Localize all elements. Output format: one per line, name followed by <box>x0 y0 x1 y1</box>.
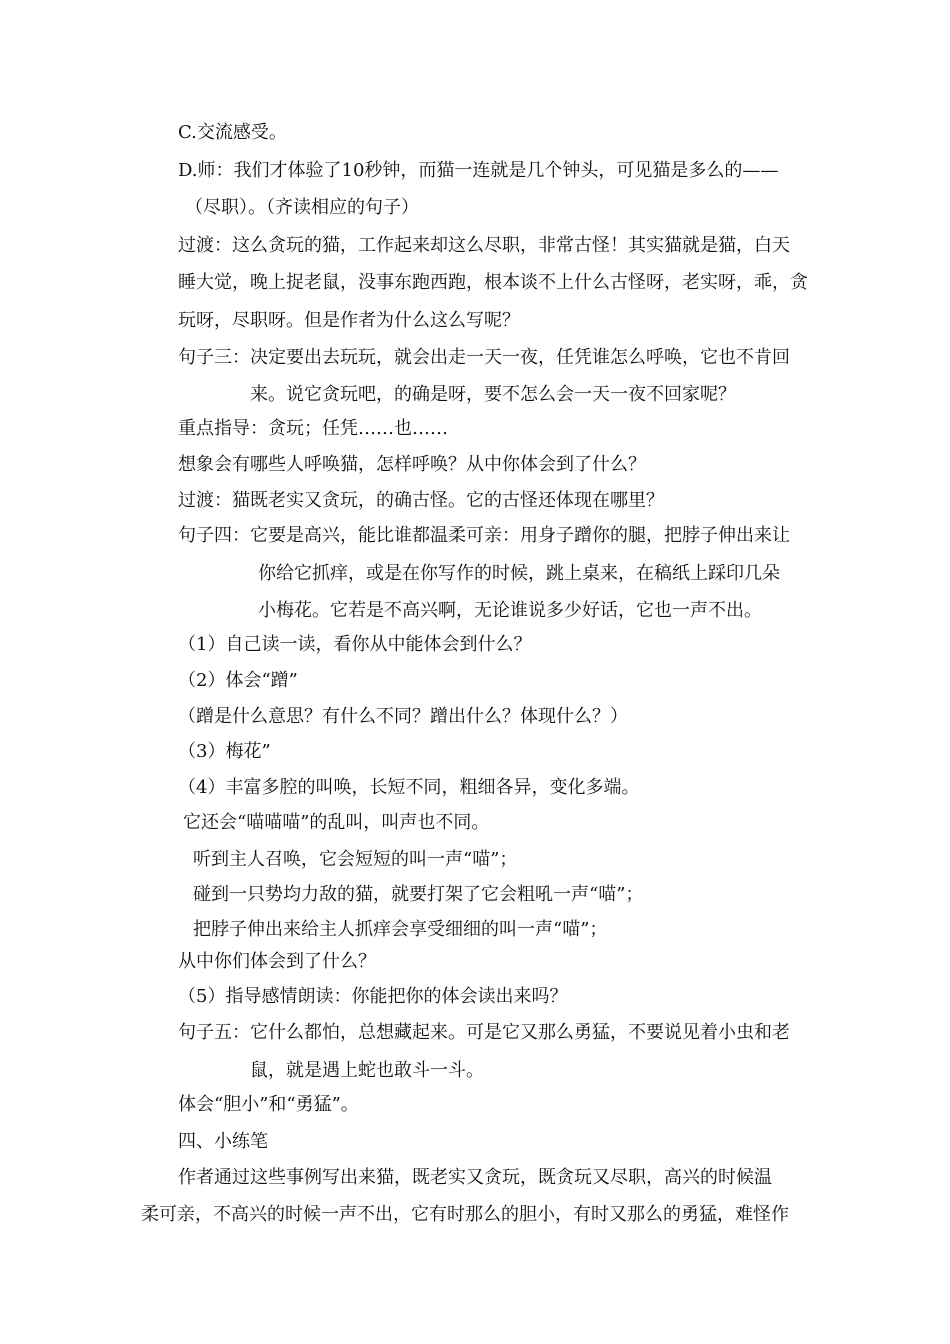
text-line-sentence-4-cont-1: 你给它抓痒，或是在你写作的时候，跳上桌来，在稿纸上踩印几朵 <box>258 563 780 584</box>
text-line-sentence-4: 句子四：它要是高兴，能比谁都温柔可亲：用身子蹭你的腿，把脖子伸出来让 <box>178 525 790 546</box>
text-line-what-learned: 从中你们体会到了什么？ <box>178 951 376 972</box>
text-line-transition-2: 过渡：猫既老实又贪玩，的确古怪。它的古怪还体现在哪里？ <box>178 490 664 511</box>
text-line-key-guidance: 重点指导：贪玩；任凭……也…… <box>178 418 448 439</box>
text-line-imagine: 想象会有哪些人呼唤猫，怎样呼唤？从中你体会到了什么？ <box>178 454 646 475</box>
text-line-meow-2: 碰到一只势均力敌的猫，就要打架了它会粗吼一声“喵”； <box>193 884 644 905</box>
text-line-transition-1-cont-1: 睡大觉，晚上捉老鼠，没事东跑西跑，根本谈不上什么古怪呀，老实呀，乖，贪 <box>178 272 808 293</box>
text-line-sentence-5: 句子五：它什么都怕，总想藏起来。可是它又那么勇猛，不要说见着小虫和老 <box>178 1022 790 1043</box>
text-line-meow-intro: 它还会“喵喵喵”的乱叫，叫声也不同。 <box>183 812 490 833</box>
text-line-c-exchange: C.交流感受。 <box>178 122 287 143</box>
text-line-summary-2: 柔可亲，不高兴的时候一声不出，它有时那么的胆小，有时又那么的勇猛，难怪作 <box>141 1204 789 1225</box>
text-line-sentence-3-cont: 来。说它贪玩吧，的确是呀，要不怎么会一天一夜不回家呢？ <box>250 384 736 405</box>
text-line-item-2: （2）体会“蹭” <box>178 670 298 691</box>
text-line-sentence-5-cont: 鼠，就是遇上蛇也敢斗一斗。 <box>250 1060 484 1081</box>
text-line-experience: 体会“胆小”和“勇猛”。 <box>178 1094 359 1115</box>
section-heading-small-practice: 四、小练笔 <box>178 1131 268 1152</box>
text-line-d-teacher: D.师：我们才体验了10秒钟，而猫一连就是几个钟头，可见猫是多么的—— <box>178 160 779 181</box>
text-line-item-5: （5）指导感情朗读：你能把你的体会读出来吗？ <box>178 986 568 1007</box>
text-line-sentence-3: 句子三：决定要出去玩玩，就会出走一天一夜，任凭谁怎么呼唤，它也不肯回 <box>178 347 790 368</box>
text-line-item-1: （1）自己读一读，看你从中能体会到什么？ <box>178 634 532 655</box>
text-line-meow-1: 听到主人召唤，它会短短的叫一声“喵”； <box>193 849 518 870</box>
text-line-d-teacher-cont: （尽职）。（齐读相应的句子） <box>185 197 419 218</box>
text-line-item-3: （3）梅花” <box>178 741 271 762</box>
text-line-transition-1: 过渡：这么贪玩的猫，工作起来却这么尽职，非常古怪！其实猫就是猫，白天 <box>178 235 790 256</box>
text-line-sentence-4-cont-2: 小梅花。它若是不高兴啊，无论谁说多少好话，它也一声不出。 <box>258 600 762 621</box>
text-line-item-2-note: （蹭是什么意思？有什么不同？蹭出什么？体现什么？） <box>178 706 628 727</box>
text-line-meow-3: 把脖子伸出来给主人抓痒会享受细细的叫一声“喵”； <box>193 919 608 940</box>
text-line-item-4: （4）丰富多腔的叫唤，长短不同，粗细各异，变化多端。 <box>178 777 640 798</box>
text-line-transition-1-cont-2: 玩呀，尽职呀。但是作者为什么这么写呢？ <box>178 310 520 331</box>
text-line-summary-1: 作者通过这些事例写出来猫，既老实又贪玩，既贪玩又尽职，高兴的时候温 <box>178 1167 772 1188</box>
